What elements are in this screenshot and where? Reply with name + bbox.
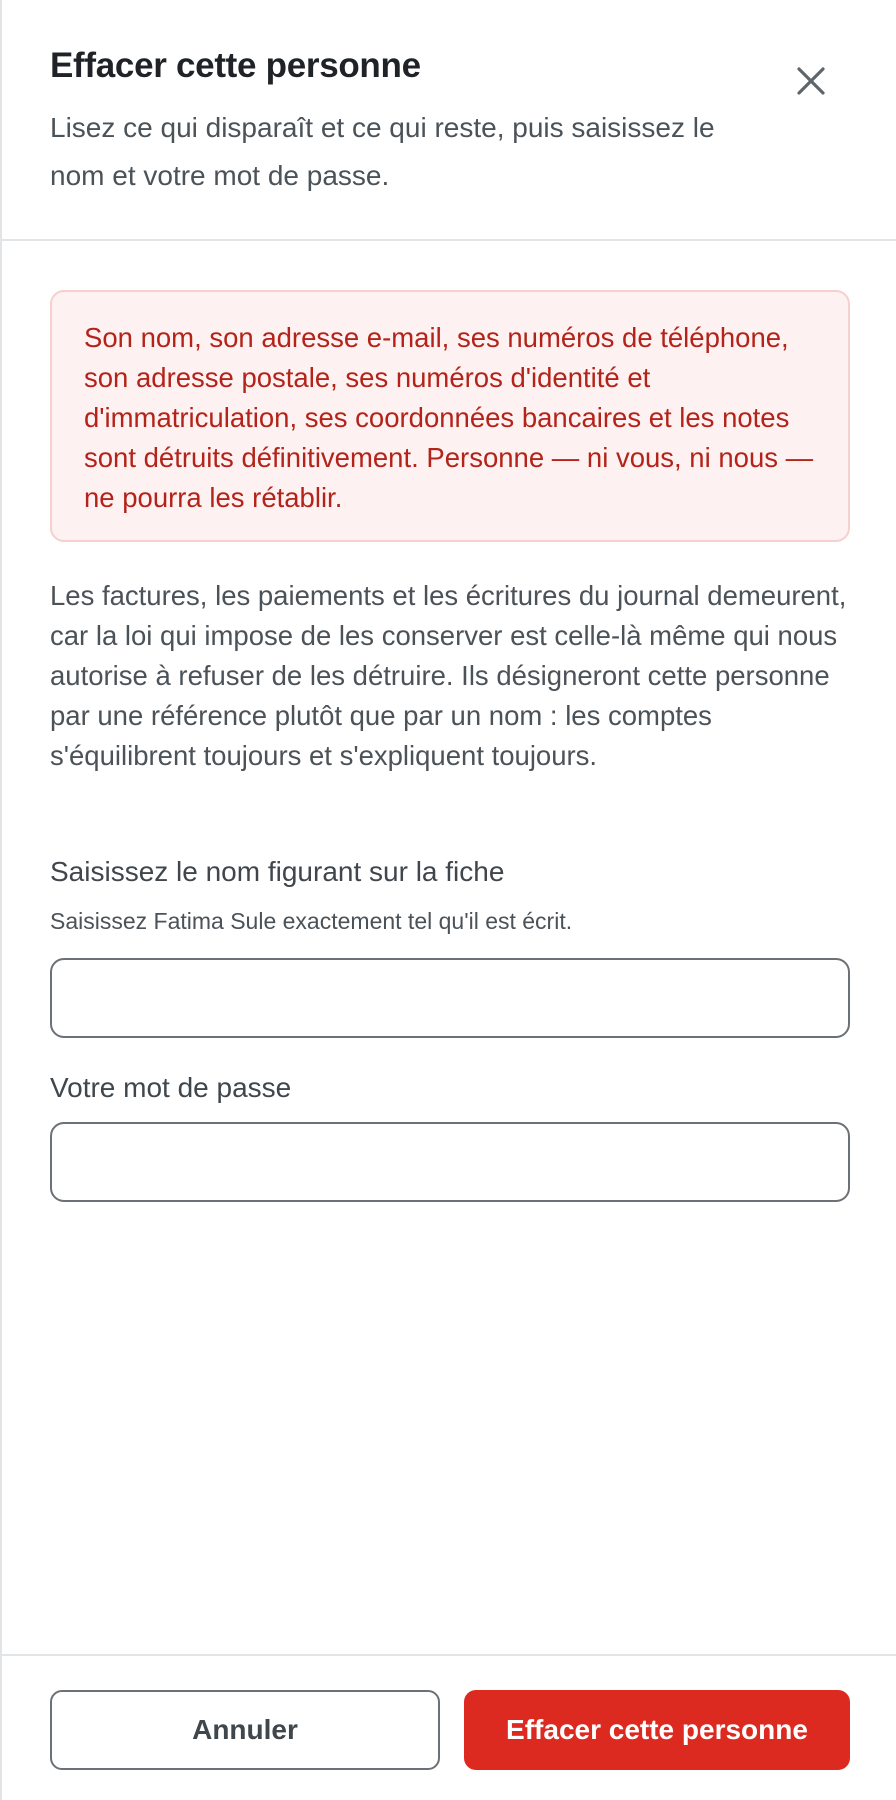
name-field-hint: Saisissez Fatima Sule exactement tel qu'il est écrit. [50,908,573,934]
name-field-label: Saisissez le nom figurant sur la fiche [50,856,505,887]
dialog-title: Effacer cette personne [50,46,421,85]
destruction-warning [50,290,850,542]
cancel-button[interactable]: Annuler [50,1690,440,1770]
dialog-body [50,290,850,776]
dialog-subtitle: Lisez ce qui disparaît et ce qui reste, puis saisissez le nom et votre mot de passe. [50,112,715,191]
confirm-erase-button[interactable]: Effacer cette personne [464,1690,850,1770]
name-confirmation-input[interactable] [50,958,850,1038]
destruction-warning-text: Son nom, son adresse e-mail, ses numéros de téléphone, son adresse postale, ses numéros d'identité et d'immatriculation, ses coordonnées bancaires et les notes sont détruits définitivement. Personne — ni vous, ni nous — ne pourra les rétablir. [84,322,814,513]
retention-info: Les factures, les paiements et les écritures du journal demeurent, car la loi qui impose de les conserver est celle-là même qui nous autorise à refuser de les détruire. Ils désigneront cette personne par une référence plutôt que par un nom : les comptes s'équilibrent toujours et s'expliquent toujours. [50,580,847,771]
dialog-footer [2,1654,896,1800]
close-button[interactable] [786,56,836,106]
password-field-label: Votre mot de passe [50,1072,292,1103]
dialog-header [2,0,896,241]
close-icon [786,56,836,106]
password-input[interactable] [50,1122,850,1202]
